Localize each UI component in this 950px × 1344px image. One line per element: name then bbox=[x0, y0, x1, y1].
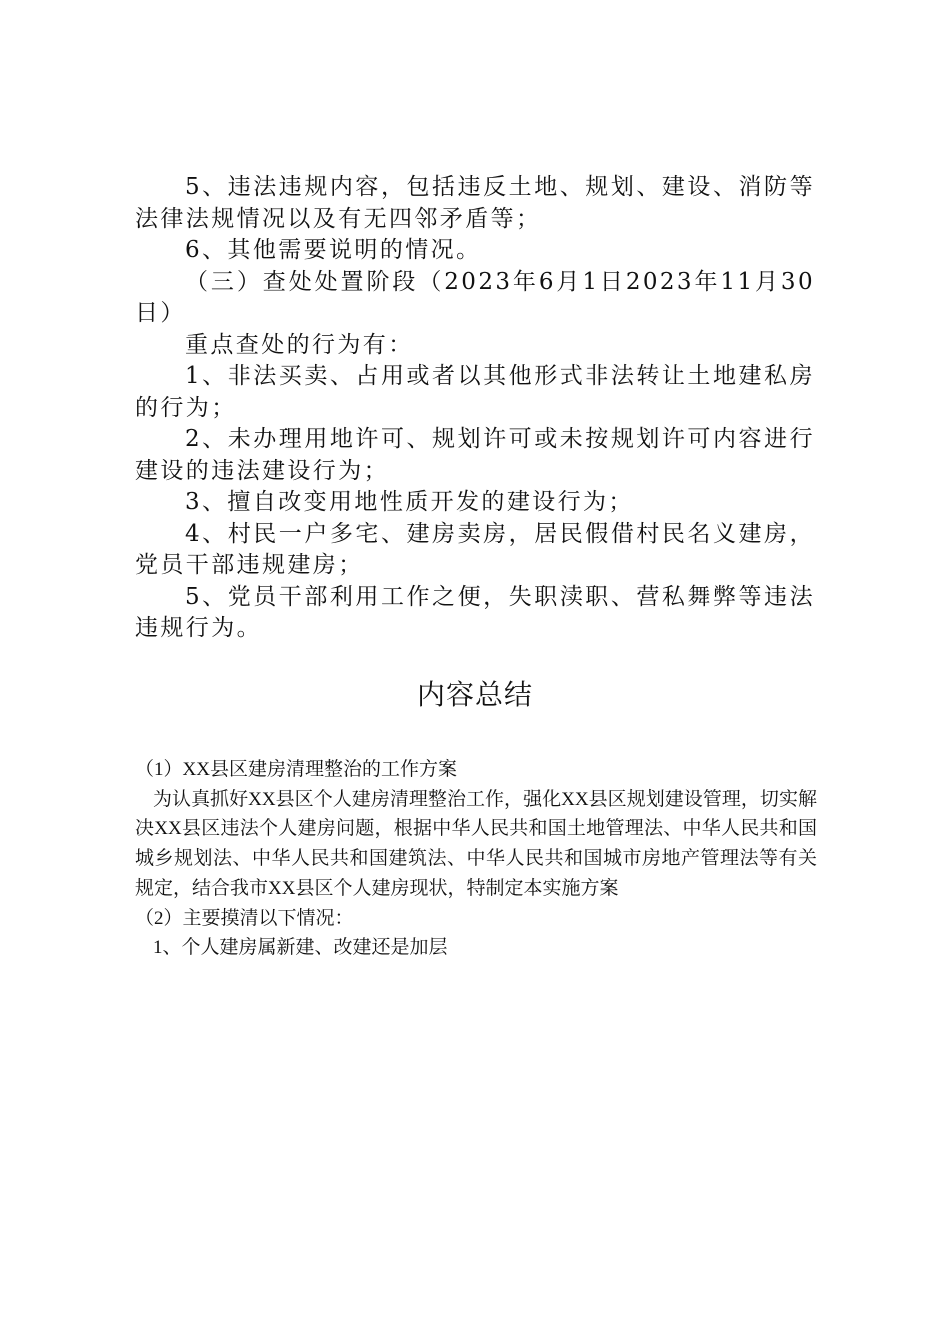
paragraph-investigation-stage: （三）查处处置阶段（2023年6月1日2023年11月30日） bbox=[135, 268, 815, 326]
paragraph-key-behaviors: 重点查处的行为有： bbox=[185, 331, 414, 358]
summary-line-4: 1、个人建房属新建、改建还是加层 bbox=[153, 937, 448, 959]
paragraph-item-2: 2、未办理用地许可、规划许可或未按规划许可内容进行建设的违法建设行为； bbox=[135, 426, 815, 484]
summary-section bbox=[135, 755, 817, 963]
summary-title: 内容总结 bbox=[416, 678, 533, 711]
summary-line-1: （1）XX县区建房清理整治的工作方案 bbox=[135, 759, 457, 780]
paragraph-item-3: 3、擅自改变用地性质开发的建设行为； bbox=[185, 489, 634, 515]
body-text bbox=[135, 172, 815, 645]
summary-line-3: （2）主要摸清以下情况： bbox=[135, 907, 354, 929]
paragraph-violation-content: 5、违法违规内容，包括违反土地、规划、建设、消防等法律法规情况以及有无四邻矛盾等； bbox=[135, 174, 815, 232]
paragraph-item-5: 5、党员干部利用工作之便，失职渎职、营私舞弊等违法违规行为。 bbox=[135, 583, 815, 641]
paragraph-other-situations: 6、其他需要说明的情况。 bbox=[185, 237, 482, 263]
summary-line-2: 为认真抓好XX县区个人建房清理整治工作，强化XX县区规划建设管理，切实解决XX县区违法个人建房问题，根据中华人民共和国土地管理法、中华人民共和国城乡规划法、中华人民共和国建筑法、中华人民共和国城市房地产管理法等有关规定，结合我市XX县区个人建房现状，特制定本实施方案 bbox=[135, 788, 817, 899]
paragraph-item-4: 4、村民一户多宅、建房卖房，居民假借村民名义建房，党员干部违规建房； bbox=[135, 520, 815, 578]
paragraph-item-1: 1、非法买卖、占用或者以其他形式非法转让土地建私房的行为； bbox=[135, 363, 815, 421]
